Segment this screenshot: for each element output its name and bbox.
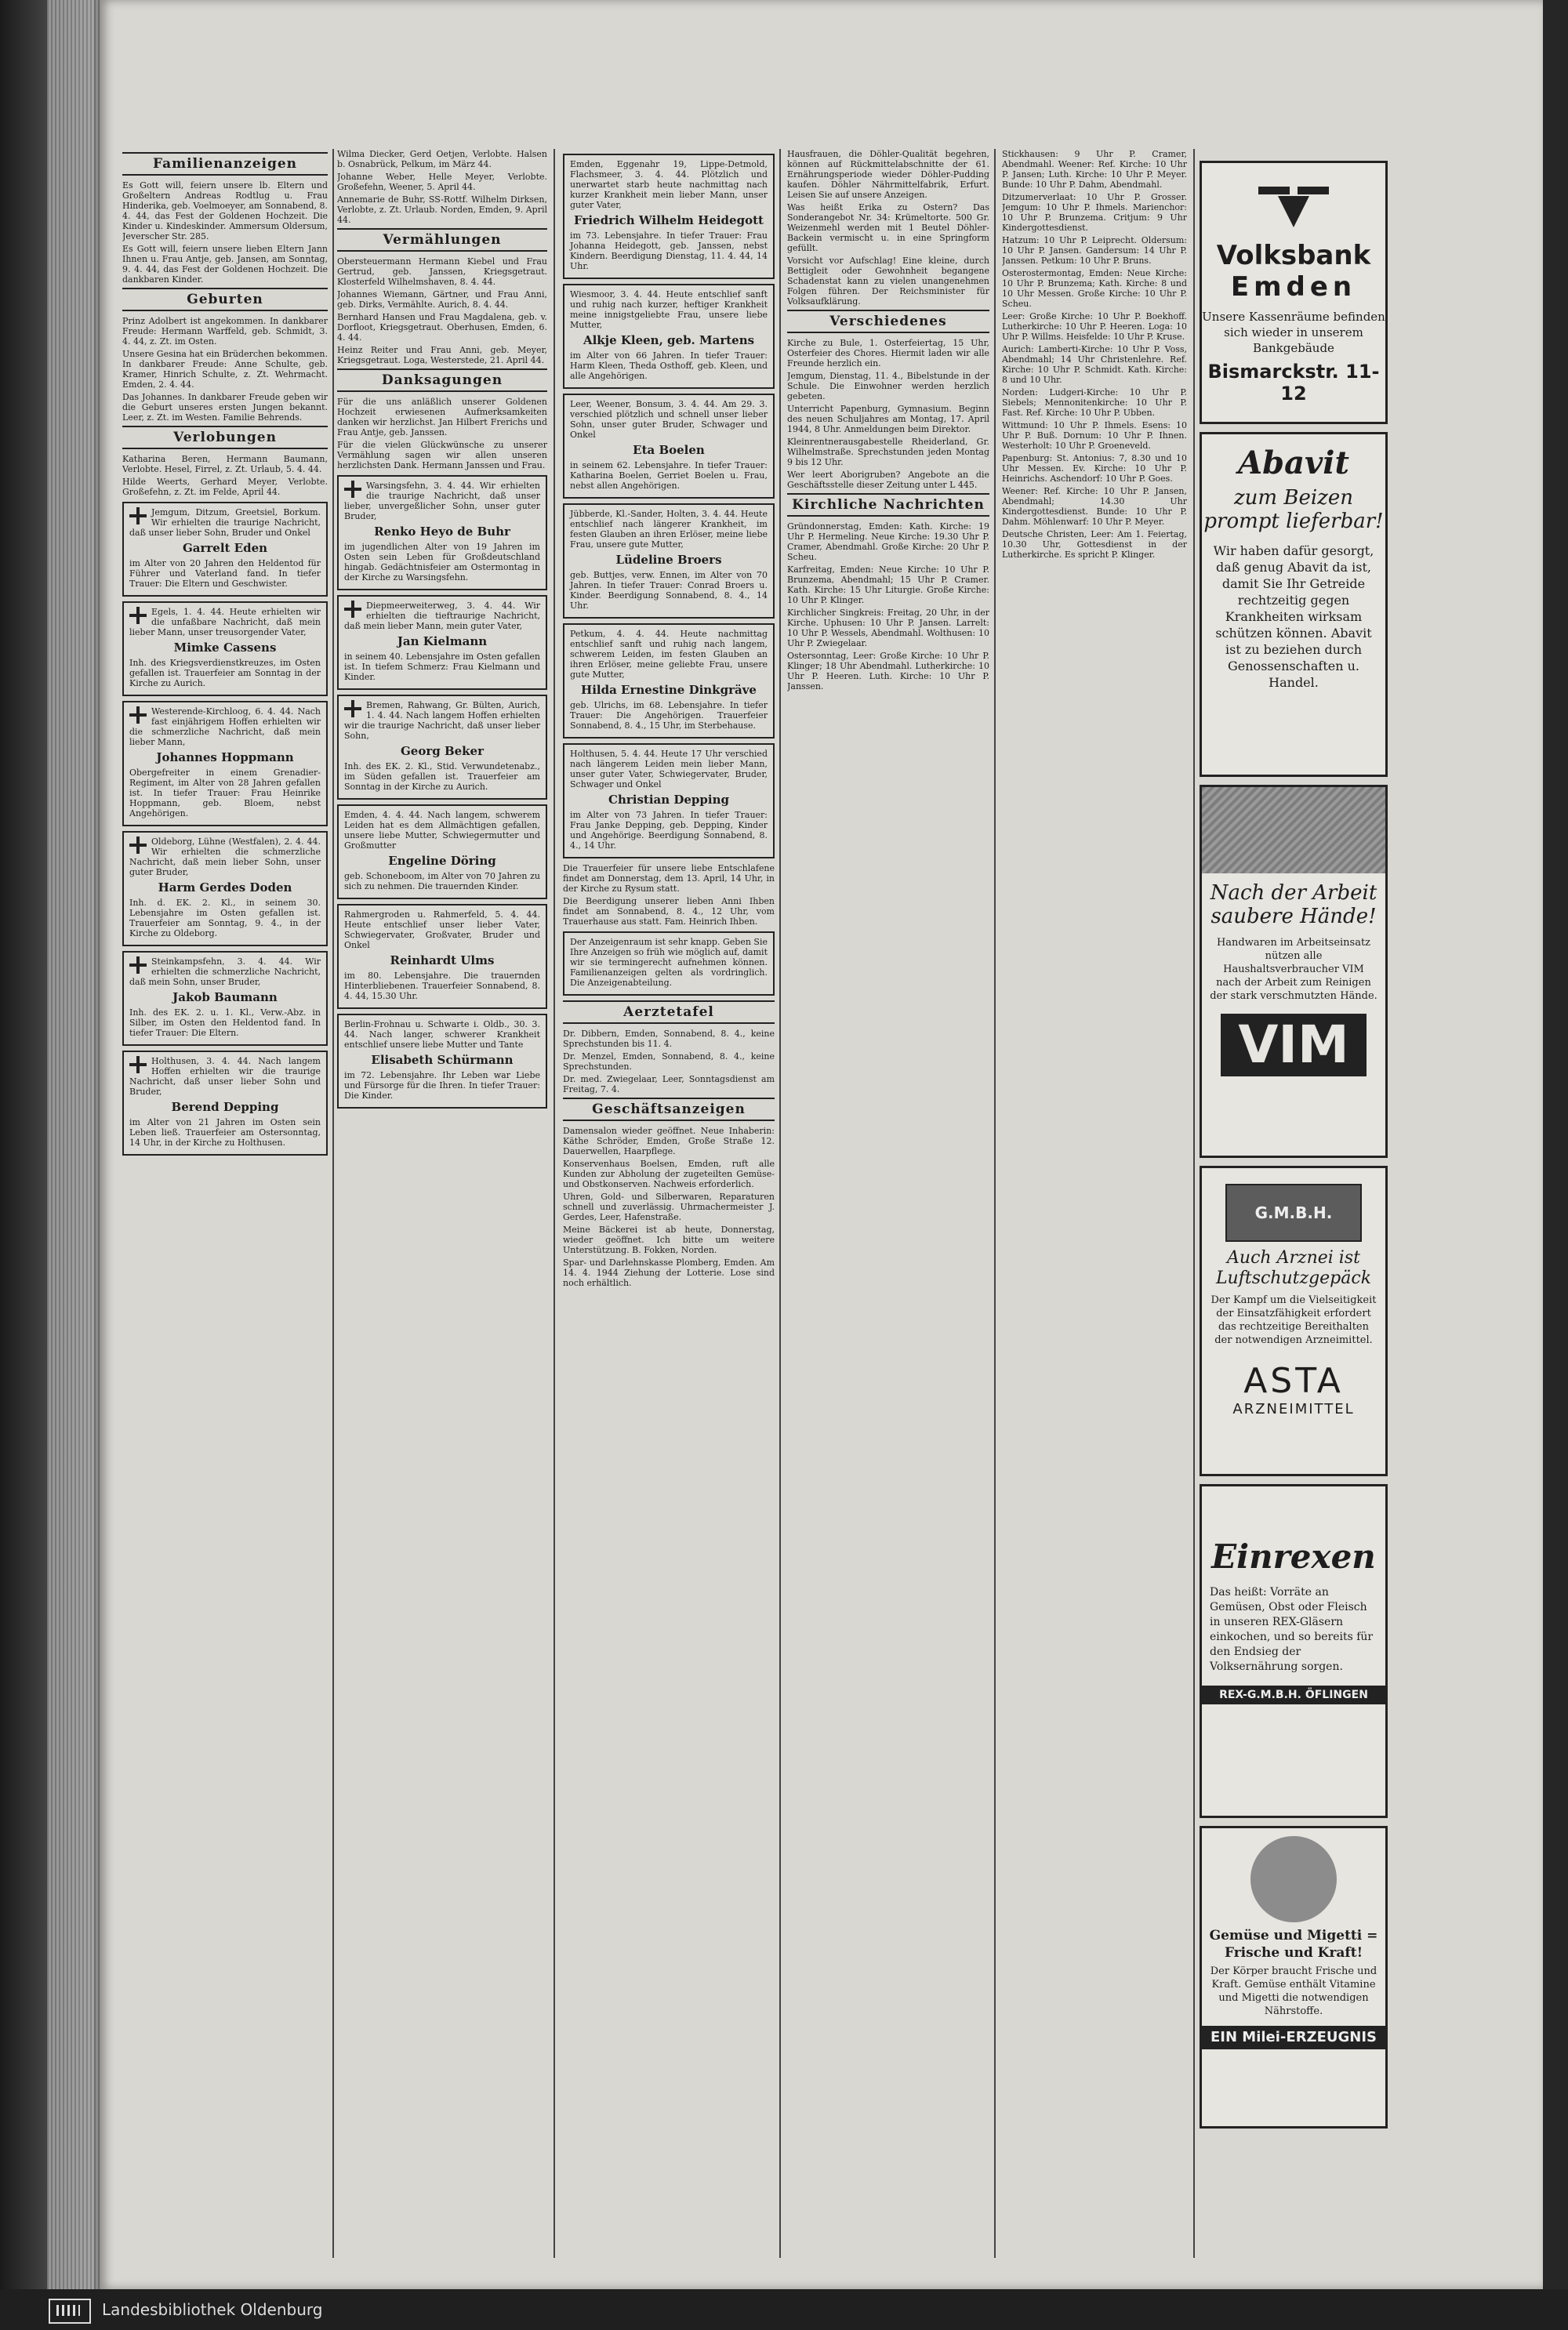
notice-text: Inh. des EK. 2. Kl., Stid. Verwundetenabz., im Süden gefallen ist. Trauerfeier am Sonntag in der Kirche zu Aurich.: [344, 761, 540, 792]
notice-name: Elisabeth Schürmann: [371, 1053, 514, 1067]
asta-ad: [1200, 1166, 1388, 1476]
notice-text: Bremen, Rahwang, Gr. Bülten, Aurich, 1. 4. 44. Nach langem Hoffen erhielten wir die traurige Nachricht, daß unser lieber Sohn,: [344, 700, 540, 741]
ad-slogan: zum Beizen prompt lieferbar!: [1203, 486, 1384, 533]
notice-text: Inh. des EK. 2. u. 1. Kl., Verw.-Abz. in Silber, im Osten den Heldentod fand. In tiefer Trauer: Die Eltern.: [129, 1007, 321, 1038]
notice-name: Berend Depping: [171, 1100, 279, 1114]
notice-text: geb. Schoneboom, im Alter von 70 Jahren zu sich zu nehmen. Die trauernden Kinder.: [344, 871, 540, 891]
notice-text: Jemgum, Ditzum, Greetsiel, Borkum. Wir erhielten die traurige Nachricht, daß unser lieber Sohn, Bruder und Onkel: [129, 507, 321, 538]
obituary-notice: [337, 595, 547, 690]
obituary-notice: [122, 831, 328, 946]
obituary-notice: [122, 1051, 328, 1156]
notice-text: Die Beerdigung unserer lieben Anni Ihben findet am Sonnabend, 8. 4., 12 Uhr, vom Trauerhause aus statt. Fam. Heinrich Ihben.: [563, 896, 775, 927]
notice-text: im Alter von 73 Jahren. In tiefer Trauer: Frau Janke Depping, geb. Depping, Kinder und Angehörige. Beerdigung Sonnabend, 8. 4., 14 Uhr.: [570, 810, 768, 851]
death-notice: [563, 154, 775, 279]
notice-name: Harm Gerdes Doden: [158, 880, 292, 895]
ad-title: Gemüse und Migetti = Frische und Kraft!: [1209, 1928, 1378, 1961]
ad-text: Wir haben dafür gesorgt, daß genug Abavit da ist, damit Sie Ihr Getreide rechtzeitig gegen Krankheiten wirksam schützen können. Abavit ist zu beziehen durch Genossenschaften u. Handel.: [1213, 543, 1374, 690]
notice-text: in seinem 40. Lebensjahre im Osten gefallen ist. In tiefem Schmerz: Frau Kielmann und Kinder.: [344, 651, 540, 682]
notice-name: Friedrich Wilhelm Heidegott: [574, 213, 764, 227]
column-5: [1002, 149, 1187, 2258]
notice-text: Emden, Eggenahr 19, Lippe-Detmold, Flachsmeer, 3. 4. 44. Plötzlich und unerwartet starb heute nachmittag nach kurzer Krankheit mein lieber Mann, unser guter Vater,: [570, 159, 768, 210]
death-notice: [563, 743, 775, 858]
iron-cross-icon: [344, 700, 361, 717]
notice-text: Was heißt Erika zu Ostern? Das Sonderangebot Nr. 34: Krümeltorte. 500 Gr. Weizenmehl werden mit 1 Beutel Döhler-Backein vermischt u. in eine Springform gefüllt.: [787, 202, 989, 253]
notice-text: Weener: Ref. Kirche: 10 Uhr P. Jansen, Abendmahl; 14.30 Uhr Kindergottesdienst. Bunde: 10 Uhr P. Dahm. Möhlenwarf: 10 Uhr P. Meyer.: [1002, 486, 1187, 527]
notice-name: Renko Heyo de Buhr: [374, 524, 510, 539]
section-heading: Familienanzeigen: [122, 152, 328, 176]
column-3: [563, 149, 775, 2258]
section-heading: Danksagungen: [337, 368, 547, 392]
notice-text: Dr. Dibbern, Emden, Sonnabend, 8. 4., keine Sprechstunden bis 11. 4.: [563, 1029, 775, 1049]
death-notice: [337, 1014, 547, 1109]
notice-name: Mimke Cassens: [173, 641, 277, 655]
notice-text: Kleinrentnerausgabestelle Rheiderland, Gr. Wilhelmstraße. Sprechstunden jeden Montag 9 bis 12 Uhr.: [787, 437, 989, 467]
notice-name: Christian Depping: [608, 793, 729, 807]
notice-text: Für die vielen Glückwünsche zu unserer Vermählung sagen wir allen unseren herzlichsten Dank. Hermann Janssen und Frau.: [337, 440, 547, 470]
hands-illustration: [1202, 787, 1385, 873]
obituary-notice: [122, 951, 328, 1046]
notice-name: Jakob Baumann: [172, 990, 278, 1004]
notice-text: Egels, 1. 4. 44. Heute erhielten wir die unfaßbare Nachricht, daß mein lieber Mann, unser treusorgender Vater,: [129, 607, 321, 637]
notice-text: im Alter von 66 Jahren. In tiefer Trauer: Harm Kleen, Theda Osthoff, geb. Kleen, und alle Angehörigen.: [570, 350, 768, 381]
notice-text: Petkum, 4. 4. 44. Heute nachmittag entschlief sanft und ruhig nach langem, schwerem Leiden, im festen Glauben an ihren Erlöser, meine geliebte Frau, unsere gute Mutter,: [570, 629, 768, 680]
notice-name: Alkje Kleen, geb. Martens: [583, 333, 755, 347]
notice-text: Osterostermontag, Emden: Neue Kirche: 10 Uhr P. Brunzema; Kath. Kirche: 8 und 10 Uhr Messen. Große Kirche: 10 Uhr P. Scheu.: [1002, 268, 1187, 309]
notice-text: Die Trauerfeier für unsere liebe Entschlafene findet am Donnerstag, dem 13. April, 14 Uhr, in der Kirche zu Rysum statt.: [563, 863, 775, 894]
ad-text: Das heißt: Vorräte an Gemüsen, Obst oder Fleisch in unseren REX-Gläsern einkochen, und so bereits für den Endsieg der Volksernährung sorgen.: [1210, 1586, 1374, 1673]
death-notice: [337, 904, 547, 1009]
notice-text: Es Gott will, feiern unsere lieben Eltern Jann Ihnen u. Frau Antje, geb. Jansen, am Sonntag, 9. 4. 44, das Fest der Goldenen Hochzeit. Die dankbaren Kinder.: [122, 244, 328, 285]
iron-cross-icon: [129, 837, 147, 854]
ad-maker: REX-G.M.B.H. ÖFLINGEN: [1202, 1686, 1385, 1704]
death-notice: [563, 503, 775, 619]
notice-text: Papenburg: St. Antonius: 7, 8.30 und 10 Uhr Messen. Ev. Kirche: 10 Uhr P. Heinrichs. Aschendorf: 10 Uhr P. Goes.: [1002, 453, 1187, 484]
column-2: [337, 149, 547, 2258]
column-1: [122, 149, 328, 2258]
notice-text: im 73. Lebensjahre. In tiefer Trauer: Frau Johanna Heidegott, geb. Janssen, nebst Kindern. Beerdigung Dienstag, 11. 4. 44, 14 Uhr.: [570, 230, 768, 271]
migetti-ad: [1200, 1826, 1388, 2129]
notice-name: Reinhardt Ulms: [390, 953, 495, 967]
death-notice: [563, 284, 775, 389]
ad-title: Abavit: [1238, 445, 1349, 481]
notice-text: Holthusen, 5. 4. 44. Heute 17 Uhr verschied nach längerem Leiden mein lieber Mann, unser guter Vater, Schwiegervater, Bruder, Schwager und Onkel: [570, 749, 768, 789]
viewer-footer: [0, 2289, 1568, 2330]
notice-text: Prinz Adolbert ist angekommen. In dankbarer Freude: Hermann Warffeld, geb. Schmidt, 3. 4. 44, z. Zt. im Osten.: [122, 316, 328, 347]
notice-text: Oldeborg, Lühne (Westfalen), 2. 4. 44. Wir erhielten die schmerzliche Nachricht, daß mein lieber Sohn, unser guter Bruder,: [129, 837, 321, 877]
notice-text: Dr. med. Zwiegelaar, Leer, Sonntagsdienst am Freitag, 7. 4.: [563, 1074, 775, 1094]
ad-title: Emden: [1230, 271, 1357, 303]
notice-text: Diepmeerweiterweg, 3. 4. 44. Wir erhielten die tieftraurige Nachricht, daß mein lieber Mann, mein guter Vater,: [344, 601, 540, 631]
ad-text: Handwaren im Arbeitseinsatz nützen alle Haushaltsverbraucher VIM nach der Arbeit zum Reinigen der stark verschmutzten Hände.: [1210, 937, 1377, 1002]
ad-text: Der Körper braucht Frische und Kraft. Gemüse enthält Vitamine und Migetti die notwendigen Nährstoffe.: [1210, 1965, 1377, 2017]
section-heading: Vermählungen: [337, 228, 547, 252]
notice-text: geb. Buttjes, verw. Ennen, im Alter von 70 Jahren. In tiefer Trauer: Conrad Broers u. Kinder. Beerdigung Sonnabend, 8. 4., 14 Uhr.: [570, 570, 768, 611]
notice-text: Bernhard Hansen und Frau Magdalena, geb. v. Dorfloot, Kriegsgetraut. Oberhusen, Emden, 6. 4. 44.: [337, 312, 547, 343]
medicine-kit-illustration: G.M.B.H.: [1225, 1184, 1362, 1242]
iron-cross-icon: [129, 507, 147, 524]
notice-text: Aurich: Lamberti-Kirche: 10 Uhr P. Voss, Abendmahl; 14 Uhr Christenlehre. Ref. Kirche: 10 Uhr P. Schmidt. Kath. Kirche: 8 und 10 Uhr.: [1002, 344, 1187, 385]
notice-text: Rahmergroden u. Rahmerfeld, 5. 4. 44. Heute entschlief unser lieber Vater, Schwiegervater, Großvater, Bruder und Onkel: [344, 909, 540, 950]
notice-text: Steinkampsfehn, 3. 4. 44. Wir erhielten die schmerzliche Nachricht, daß mein Sohn, unser Bruder,: [129, 956, 321, 987]
death-notice: [337, 804, 547, 899]
vim-ad: [1200, 785, 1388, 1158]
ad-text: Der Kampf um die Vielseitigkeit der Einsatzfähigkeit erfordert das rechtzeitige Bereithalten der notwendigen Arzneimittel.: [1210, 1294, 1377, 1346]
notice-name: Jan Kielmann: [397, 634, 488, 648]
notice-text: Norden: Ludgeri-Kirche: 10 Uhr P. Siebels; Mennonitenkirche: 10 Uhr P. Fast. Ref. Kirche: 10 Uhr P. Ubben.: [1002, 387, 1187, 418]
obituary-notice: [122, 502, 328, 597]
notice-name: Lüdeline Broers: [615, 553, 722, 567]
column-rule: [554, 149, 555, 2258]
notice-text: Ditzumerverlaat: 10 Uhr P. Grosser. Jemgum: 10 Uhr P. Ihmels. Marienchor: 10 Uhr P. Brunzema. Critjum: 9 Uhr Kindergottesdienst.: [1002, 192, 1187, 233]
notice-text: Das Johannes. In dankbarer Freude geben wir die Geburt unseres ersten Jungen bekannt. Leer, z. Zt. im Westen. Familie Behrends.: [122, 392, 328, 423]
notice-text: Für die uns anläßlich unserer Goldenen Hochzeit erwiesenen Aufmerksamkeiten danken wir herzlichst. Jan Hilbert Frerichs und Frau Antje, geb. Janssen.: [337, 397, 547, 437]
notice-text: Wittmund: 10 Uhr P. Ihmels. Esens: 10 Uhr P. Buß. Dornum: 10 Uhr P. Ihnen. Westerholt: 10 Uhr P. Groeneveld.: [1002, 420, 1187, 451]
notice-text: Stickhausen: 9 Uhr P. Cramer, Abendmahl. Weener: Ref. Kirche: 10 Uhr P. Jansen; Luth. Kirche: 10 Uhr P. Meyer. Bunde: 10 Uhr P. Dahm, Abendmahl.: [1002, 149, 1187, 190]
notice-text: Leer, Weener, Bonsum, 3. 4. 44. Am 29. 3. verschied plötzlich und schnell unser lieber Sohn, unser guter Bruder, Schwager und Onkel: [570, 399, 768, 440]
section-heading: Geburten: [122, 288, 328, 311]
notice-name: Eta Boelen: [633, 443, 705, 457]
section-heading: Kirchliche Nachrichten: [787, 493, 989, 517]
volksbank-ad: [1200, 161, 1388, 424]
iron-cross-icon: [129, 607, 147, 624]
ad-slogan: Auch Arznei ist Luftschutzgepäck: [1215, 1248, 1372, 1288]
notice-text: Es Gott will, feiern unsere lb. Eltern und Großeltern Andreas Rodtlug u. Frau Hinderika, geb. Voelmoeyer, am Sonnabend, 8. 4. 44, das Fest der Goldenen Hochzeit. Die Kinder u. Kindeskinder. Ammersum Oldersum, Jeverscher Str. 285.: [122, 180, 328, 241]
notice-name: Georg Beker: [400, 744, 485, 758]
death-notice: [563, 623, 775, 739]
iron-cross-icon: [344, 601, 361, 618]
death-notice: [563, 394, 775, 499]
notice-text: Meine Bäckerei ist ab heute, Donnerstag, wieder geöffnet. Ich bitte um weitere Unterstützung. B. Fokken, Norden.: [563, 1225, 775, 1255]
notice-text: Wer leert Aborigruben? Angebote an die Geschäftsstelle dieser Zeitung unter L 445.: [787, 470, 989, 490]
notice-text: Unterricht Papenburg, Gymnasium. Beginn des neuen Schuljahres am Montag, 17. April 1944, 8 Uhr. Anmeldungen beim Direktor.: [787, 404, 989, 434]
notice-text: Hilde Weerts, Gerhard Meyer, Verlobte. Großefehn, z. Zt. im Felde, April 44.: [122, 477, 328, 497]
newspaper-page: [100, 0, 1543, 2289]
notice-text: Annemarie de Buhr, SS-Rottf. Wilhelm Dirksen, Verlobte, z. Zt. Urlaub. Norden, Emden, 9. April 44.: [337, 194, 547, 225]
column-rule: [1193, 149, 1195, 2258]
vegetable-illustration: [1250, 1836, 1337, 1922]
obituary-notice: [122, 601, 328, 696]
notice-text: Damensalon wieder geöffnet. Neue Inhaberin: Käthe Schröder, Emden, Große Straße 12. Dauerwellen, Haarpflege.: [563, 1126, 775, 1156]
iron-cross-icon: [129, 1056, 147, 1073]
notice-text: Dr. Menzel, Emden, Sonnabend, 8. 4., keine Sprechstunden.: [563, 1051, 775, 1072]
rex-ad: [1200, 1484, 1388, 1818]
section-heading: Aerztetafel: [563, 1000, 775, 1024]
asta-logo-sub: ARZNEIMITTEL: [1232, 1401, 1355, 1417]
notice-text: Obersteuermann Hermann Kiebel und Frau Gertrud, geb. Janssen, Kriegsgetraut. Klosterfeld Wilhelmshaven, 8. 4. 44.: [337, 256, 547, 287]
column-4: [787, 149, 989, 2258]
notice-text: im 80. Lebensjahre. Die trauernden Hinterbliebenen. Trauerfeier Sonnabend, 8. 4. 44, 15.30 Uhr.: [344, 971, 540, 1001]
iron-cross-icon: [344, 481, 361, 498]
notice-text: Konservenhaus Boelsen, Emden, ruft alle Kunden zur Abholung der zugeteilten Gemüse- und Obstkonserven. Nachweis erforderlich.: [563, 1159, 775, 1189]
notice-text: Westerende-Kirchloog, 6. 4. 44. Nach fast einjährigem Hoffen erhielten wir die schmerzliche Nachricht, daß mein lieber Mann,: [129, 706, 321, 747]
notice-text: Obergefreiter in einem Grenadier-Regiment, im Alter von 28 Jahren gefallen ist. In tiefer Trauer: Frau Heinrike Hoppmann, geb. Bloem, nebst Angehörigen.: [129, 768, 321, 818]
library-name: Landesbibliothek Oldenburg: [102, 2300, 323, 2319]
notice-name: Garrelt Eden: [182, 541, 268, 555]
notice-text: Holthusen, 3. 4. 44. Nach langem Hoffen erhielten wir die traurige Nachricht, daß unser lieber Sohn und Bruder,: [129, 1056, 321, 1097]
ads-column: [1200, 161, 1388, 2136]
library-building-icon: [49, 2299, 91, 2324]
notice-text: im jugendlichen Alter von 19 Jahren im Osten sein Leben für Großdeutschland hingab. Gedächtnisfeier am Ostermontag in der Kirche zu Warsingsfehn.: [344, 542, 540, 582]
notice-text: Leer: Große Kirche: 10 Uhr P. Boekhoff. Lutherkirche: 10 Uhr P. Heeren. Loga: 10 Uhr P. Willms. Heisfelde: 10 Uhr P. Kruse.: [1002, 311, 1187, 342]
notice-text: Johannes Wiemann, Gärtner, und Frau Anni, geb. Dirks, Vermählte. Aurich, 8. 4. 44.: [337, 289, 547, 310]
notice-text: Deutsche Christen, Leer: Am 1. Feiertag, 10.30 Uhr, Gottesdienst in der Lutherkirche. Es spricht P. Klinger.: [1002, 529, 1187, 560]
notice-name: Hilda Ernestine Dinkgräve: [581, 683, 757, 697]
notice-text: Inh. d. EK. 2. Kl., in seinem 30. Lebensjahre im Osten gefallen ist. Trauerfeier am Sonntag, 9. 4., in der Kirche zu Oldeborg.: [129, 898, 321, 938]
notice-text: Jemgum, Dienstag, 11. 4., Bibelstunde in der Schule. Die Einwohner werden herzlich gebeten.: [787, 371, 989, 401]
ad-address: Bismarckstr. 11-12: [1207, 361, 1380, 405]
iron-cross-icon: [129, 956, 147, 974]
notice-text: im 72. Lebensjahre. Ihr Leben war Liebe und Fürsorge für die Ihren. In tiefer Trauer: Die Kinder.: [344, 1070, 540, 1101]
vim-logo: VIM: [1221, 1014, 1367, 1076]
iron-cross-icon: [129, 706, 147, 724]
abavit-ad: [1200, 432, 1388, 777]
notice-text: Warsingsfehn, 3. 4. 44. Wir erhielten die traurige Nachricht, daß unser lieber, unvergeßlicher Sohn, unser guter Bruder,: [344, 481, 540, 521]
notice-text: Gründonnerstag, Emden: Kath. Kirche: 19 Uhr P. Hermeling. Neue Kirche: 19.30 Uhr P. Cramer, Abendmahl. Große Kirche: 20 Uhr P. Scheu.: [787, 521, 989, 562]
notice-text: Johanne Weber, Helle Meyer, Verlobte. Großefehn, Weener, 5. April 44.: [337, 172, 547, 192]
obituary-notice: [122, 701, 328, 826]
notice-text: Ostersonntag, Leer: Große Kirche: 10 Uhr P. Klinger; 18 Uhr Abendmahl. Lutherkirche: 10 Uhr P. Heeren. Luth. Kirche: 10 Uhr P. Janssen.: [787, 651, 989, 691]
page-edges: [47, 0, 102, 2289]
editorial-notice: [563, 931, 775, 996]
notice-text: Uhren, Gold- und Silberwaren, Reparaturen schnell und zuverlässig. Uhrmachermeister J. Gerdes, Leer, Hafenstraße.: [563, 1192, 775, 1222]
notice-text: Emden, 4. 4. 44. Nach langem, schwerem Leiden hat es dem Allmächtigen gefallen, unsere liebe Mutter, Schwiegermutter und Großmutter: [344, 810, 540, 851]
notice-text: Kirchlicher Singkreis: Freitag, 20 Uhr, in der Kirche. Uphusen: 10 Uhr P. Jansen. Larrelt: 10 Uhr P. Wessels, Abendmahl. Wolthusen: 10 Uhr P. Zwiegelaar.: [787, 608, 989, 648]
asta-logo: ASTA: [1243, 1361, 1344, 1401]
notice-text: im Alter von 20 Jahren den Heldentod für Führer und Vaterland fand. In tiefer Trauer: Die Eltern und Geschwister.: [129, 558, 321, 589]
ad-title: Einrexen: [1211, 1537, 1376, 1576]
section-heading: Verschiedenes: [787, 310, 989, 333]
milei-logo: EIN Milei-ERZEUGNIS: [1202, 2026, 1385, 2049]
notice-text: Wilma Diecker, Gerd Oetjen, Verlobte. Halsen b. Osnabrück, Pelkum, im März 44.: [337, 149, 547, 169]
notice-text: im Alter von 21 Jahren im Osten sein Leben ließ. Trauerfeier am Ostersonntag, 14 Uhr, in der Kirche zu Holthusen.: [129, 1117, 321, 1148]
notice-text: Heinz Reiter und Frau Anni, geb. Meyer, Kriegsgetraut. Loga, Westerstede, 21. April 44.: [337, 345, 547, 365]
ad-slogan: Nach der Arbeit saubere Hände!: [1210, 881, 1377, 928]
ad-text: Unsere Kassenräume befinden sich wieder in unserem Bankgebäude: [1202, 310, 1385, 355]
ad-title: Volksbank: [1216, 240, 1371, 271]
column-rule: [779, 149, 781, 2258]
notice-text: Karfreitag, Emden: Neue Kirche: 10 Uhr P. Brunzema, Abendmahl; 15 Uhr P. Cramer. Kath. Kirche: 15 Uhr Liturgie. Große Kirche: 10 Uhr P. Klinger.: [787, 564, 989, 605]
notice-text: Kirche zu Bule, 1. Osterfeiertag, 15 Uhr, Osterfeier des Chores. Hiermit laden wir alle Freunde herzlich ein.: [787, 338, 989, 368]
notice-name: Johannes Hoppmann: [156, 750, 294, 764]
notice-text: Vorsicht vor Aufschlag! Eine kleine, durch Bettigleit oder Gewohnheit begangene Schadenstat kann zu vielen unangenehmen Folgen führen. Der Reichsminister für Volksaufklärung.: [787, 256, 989, 307]
column-rule: [994, 149, 996, 2258]
notice-text: Inh. des Kriegsverdienstkreuzes, im Osten gefallen ist. Trauerfeier am Sonntag in der Kirche zu Aurich.: [129, 658, 321, 688]
notice-text: Hatzum: 10 Uhr P. Leiprecht. Oldersum: 10 Uhr P. Jansen. Gandersum: 14 Uhr P. Janssen. Petkum: 10 Uhr P. Bruns.: [1002, 235, 1187, 266]
notice-text: Spar- und Darlehnskasse Plomberg, Emden. Am 14. 4. 1944 Ziehung der Lotterie. Lose sind noch erhältlich.: [563, 1258, 775, 1288]
notice-text: geb. Ulrichs, im 68. Lebensjahre. In tiefer Trauer: Die Angehörigen. Trauerfeier Sonnabend, 8. 4., 15 Uhr, im Sterbehause.: [570, 700, 768, 731]
notice-text: in seinem 62. Lebensjahre. In tiefer Trauer: Katharina Boelen, Gerriet Boelen u. Frau, nebst allen Angehörigen.: [570, 460, 768, 491]
notice-text: Wiesmoor, 3. 4. 44. Heute entschlief sanft und ruhig nach kurzer, heftiger Krankheit meine innigstgeliebte Frau, unsere liebe Mutter,: [570, 289, 768, 330]
notice-name: Engeline Döring: [388, 854, 496, 868]
obituary-notice: [337, 475, 547, 590]
notice-text: Unsere Gesina hat ein Brüderchen bekommen. In dankbarer Freude: Anne Schulte, geb. Kramer, Hinrich Schulte, z. Zt. Wehrmacht. Emden, 2. 4. 44.: [122, 349, 328, 390]
notice-text: Hausfrauen, die Döhler-Qualität begehren, können auf Rückmittelabschnitte der 61. Ernährungsperiode wieder Döhler-Pudding kaufen. Döhler Nährmittelfabrik, Erfurt. Leisen Sie auf unsere Anzeigen.: [787, 149, 989, 200]
notice-text: Katharina Beren, Hermann Baumann, Verlobte. Hesel, Firrel, z. Zt. Urlaub, 5. 4. 44.: [122, 454, 328, 474]
notice-text: Der Anzeigenraum ist sehr knapp. Geben Sie Ihre Anzeigen so früh wie möglich auf, damit wir sie termingerecht aufnehmen können. Familienanzeigen gelten als vordringlich. Die Anzeigenabteilung.: [570, 937, 768, 988]
column-rule: [332, 149, 334, 2258]
notice-text: Jübberde, Kl.-Sander, Holten, 3. 4. 44. Heute entschlief nach längerer Krankheit, im festen Glauben an ihren Erlöser, meine liebe Frau, unsere gute Mutter,: [570, 509, 768, 550]
section-heading: Geschäftsanzeigen: [563, 1098, 775, 1121]
obituary-notice: [337, 695, 547, 800]
volksbank-logo-icon: [1258, 179, 1329, 234]
notice-text: Berlin-Frohnau u. Schwarte i. Oldb., 30. 3. 44. Nach langer, schwerer Krankheit entschlief unsere liebe Mutter und Tante: [344, 1019, 540, 1050]
section-heading: Verlobungen: [122, 426, 328, 449]
